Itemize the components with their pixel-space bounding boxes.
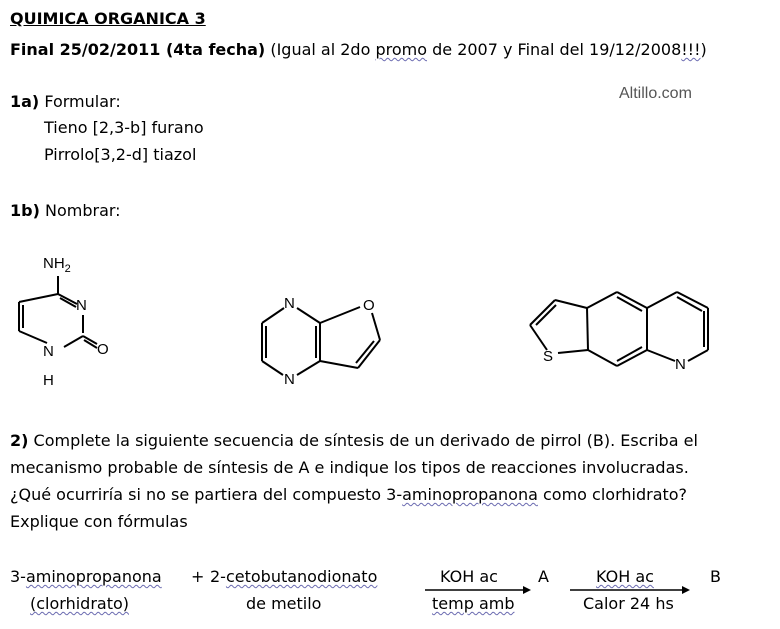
arrow-1-condition: temp amb — [432, 594, 515, 613]
atom-label-h: H — [43, 372, 54, 389]
arrow-2-condition: Calor 24 hs — [583, 594, 674, 613]
q2-line — [10, 485, 687, 505]
molecule-cytosine — [0, 240, 140, 400]
plus-sign: + — [191, 567, 205, 586]
exam-subtitle — [10, 40, 707, 60]
exam-date: Final 25/02/2011 (4ta fecha) — [10, 40, 266, 59]
q2-text: como clorhidrato? — [537, 485, 688, 504]
atom-label-n-ring: N — [43, 343, 54, 360]
q1a-item: Tieno [2,3-b] furano — [44, 118, 204, 137]
reactant-2-name: cetobutanodionato — [225, 567, 378, 586]
arrow-2-reagent: KOH ac — [596, 567, 654, 586]
q2-text: ¿Qué ocurriría si no se partiera del compuesto 3- — [10, 485, 403, 504]
molecule-thienoquinoline — [520, 275, 730, 385]
atom-label-n: N — [675, 356, 686, 373]
exam-note-bangs: !!! — [681, 40, 701, 59]
reactant-2: 2-cetobutanodionato — [210, 567, 378, 586]
q1a-prompt: Formular: — [39, 92, 121, 111]
q2-line: mecanismo probable de síntesis de A e indique los tipos de reacciones involucradas. — [10, 458, 689, 477]
molecule-furopyrazine — [250, 285, 400, 395]
arrow-1-reagent: KOH ac — [440, 567, 498, 586]
atom-label-o: O — [363, 297, 375, 314]
atom-label-s: S — [543, 348, 554, 365]
atom-label-n-bottom: N — [284, 371, 295, 388]
reactant-1: 3-aminopropanona — [10, 567, 162, 586]
q2-text: Complete la siguiente secuencia de síntesis de un derivado de pirrol (B). Escriba el — [28, 431, 698, 450]
q1a-heading — [10, 92, 121, 112]
q2-compound: aminopropanona — [402, 485, 538, 504]
q1b-heading — [10, 201, 121, 221]
atom-label-o: O — [97, 341, 109, 358]
q1b-label: 1b) — [10, 201, 40, 220]
exam-note-pre: (Igual al 2do — [265, 40, 376, 59]
product-a: A — [538, 567, 549, 586]
reactant-2-sub: de metilo — [246, 594, 322, 613]
watermark: Altillo.com — [619, 85, 692, 102]
q2-line — [10, 431, 698, 451]
atom-label-nh2: $NH_2$ — [43, 255, 71, 275]
q2-line: Explique con fórmulas — [10, 512, 188, 531]
exam-note-mid: de 2007 y Final del 19/12/2008 — [427, 40, 682, 59]
exam-note-end: ) — [700, 40, 707, 59]
atom-label-n: N — [76, 297, 87, 314]
reactant-1-sub: (clorhidrato) — [30, 594, 129, 613]
reactant-1-name: aminopropanona — [25, 567, 162, 586]
exam-title: QUIMICA ORGANICA 3 — [10, 9, 206, 28]
q1a-item: Pirrolo[3,2-d] tiazol — [44, 145, 197, 164]
q1b-prompt: Nombrar: — [39, 201, 121, 220]
atom-label-n-top: N — [284, 295, 295, 312]
exam-note-promo: promo — [375, 40, 428, 59]
product-b: B — [710, 567, 721, 586]
q1a-label: 1a) — [10, 92, 40, 111]
q2-label: 2) — [10, 431, 29, 450]
